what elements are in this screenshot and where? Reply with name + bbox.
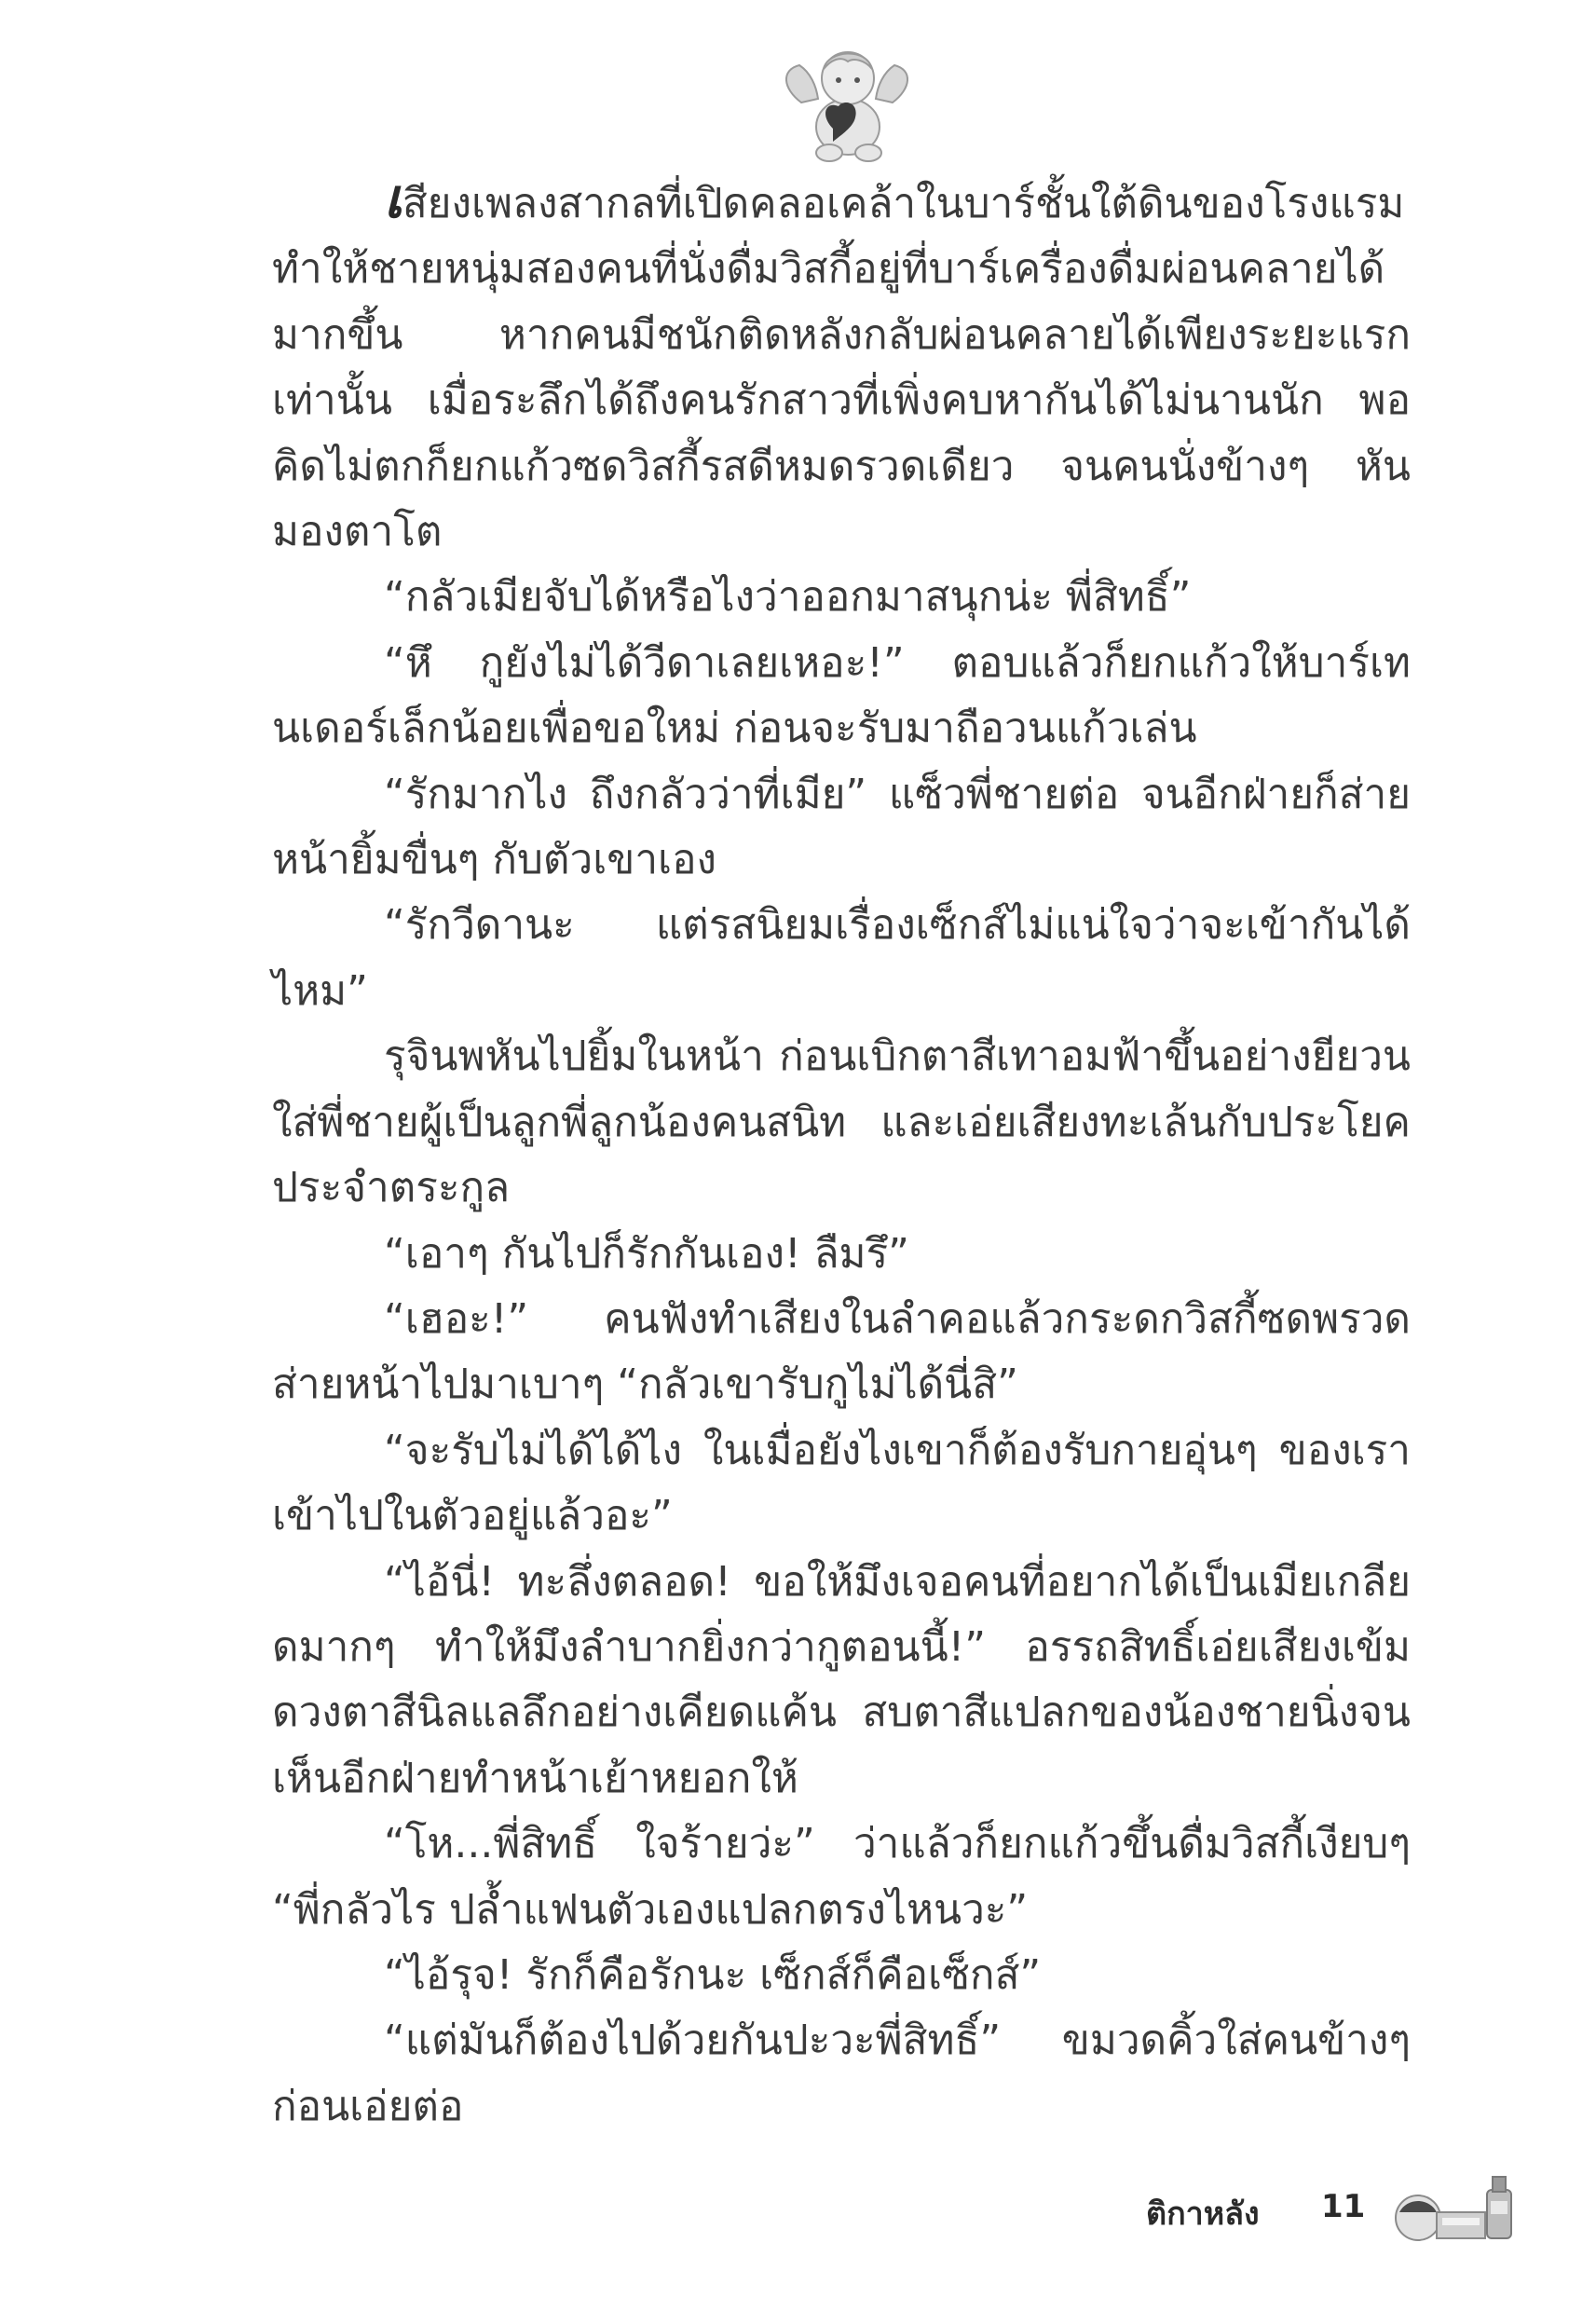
paragraph-1 xyxy=(272,166,1411,565)
paragraph-12: “ไอ้รุจ! รักก็คือรักนะ เซ็กส์ก็คือเซ็กส์” xyxy=(384,1950,1042,1999)
paragraph-13: “แต่มันก็ต้องไปด้วยกันปะวะพี่สิทธิ์” ขมวดคิ้วใส่คนข้างๆ ก่อนเอ่ยต่อ xyxy=(272,2017,1411,2130)
paragraph-7: “เอาๆ กันไปก็รักกันเอง! ลืมรึ” xyxy=(384,1229,909,1278)
book-title: ติกาหลัง xyxy=(1146,2195,1260,2233)
paragraph-11: “โห...พี่สิทธิ์ ใจร้ายว่ะ” ว่าแล้วก็ยกแก้วขึ้นดื่มวิสกี้เงียบๆ “พี่กลัวไร ปล้ำแฟนตัวเองแปลกตรงไหนวะ” xyxy=(272,1820,1411,1934)
paragraph-6: รุจินพหันไปยิ้มในหน้า ก่อนเบิกตาสีเทาอมฟ้าขึ้นอย่างยียวนใส่พี่ชายผู้เป็นลูกพี่ลูกน้องคนสนิท และเอ่ยเสียงทะเล้นกับประโยคประจำตระกูล xyxy=(272,1032,1411,1212)
cherub-heart-icon xyxy=(773,37,922,168)
paragraph-10: “ไอ้นี่! ทะลึ่งตลอด! ขอให้มึงเจอคนที่อยากได้เป็นเมียเกลียดมากๆ ทำให้มึงลำบากยิ่งกว่ากูตอนนี้!” อรรถสิทธิ์เอ่ยเสียงเข้ม ดวงตาสีนิลแลลึกอย่างเคียดแค้น สบตาสีแปลกของน้องชายนิ่งจนเห็นอีกฝ่ายทำหน้าเย้าหยอกให้ xyxy=(272,1557,1411,1802)
page-number: 11 xyxy=(1321,2188,1366,2225)
cosmetics-icon xyxy=(1386,2169,1526,2244)
paragraph-2: “กลัวเมียจับได้หรือไงว่าออกมาสนุกน่ะ พี่สิทธิ์” xyxy=(384,573,1192,622)
paragraph-4: “รักมากไง ถึงกลัวว่าที่เมีย” แซ็วพี่ชายต่อ จนอีกฝ่ายก็ส่ายหน้ายิ้มขื่นๆ กับตัวเขาเอง xyxy=(272,770,1411,884)
paragraph-8: “เฮอะ!” คนฟังทำเสียงในลำคอแล้วกระดกวิสกี้ซดพรวด ส่ายหน้าไปมาเบาๆ “กลัวเขารับกูไม่ได้นี่สิ” xyxy=(272,1294,1411,1409)
paragraph-5: “รักวีดานะ แต่รสนิยมเรื่องเซ็กส์ไม่แน่ใจว่าจะเข้ากันได้ไหม” xyxy=(272,901,1411,1015)
paragraph-3: “หึ กูยังไม่ได้วีดาเลยเหอะ!” ตอบแล้วก็ยกแก้วให้บาร์เทนเดอร์เล็กน้อยเพื่อขอใหม่ ก่อนจะรับมาถือวนแก้วเล่น xyxy=(272,638,1411,753)
drop-cap: เ xyxy=(384,167,402,230)
body-text xyxy=(272,166,1411,2140)
page-footer xyxy=(1146,2169,1556,2253)
paragraph-text: สียงเพลงสากลที่เปิดคลอเคล้าในบาร์ชั้นใต้ดินของโรงแรมทำให้ชายหนุ่มสองคนที่นั่งดื่มวิสกี้อยู่ที่บาร์เครื่องดื่มผ่อนคลายได้มากขึ้น หากคนมีชนักติดหลังกลับผ่อนคลายได้เพียงระยะแรกเท่านั้น เมื่อระลึกได้ถึงคนรักสาวที่เพิ่งคบหากันได้ไม่นานนัก พอคิดไม่ตกก็ยกแก้วซดวิสกี้รสดีหมดรวดเดียว จนคนนั่งข้างๆ หันมองตาโต xyxy=(272,180,1411,556)
paragraph-9: “จะรับไม่ได้ได้ไง ในเมื่อยังไงเขาก็ต้องรับกายอุ่นๆ ของเราเข้าไปในตัวอยู่แล้วอะ” xyxy=(272,1426,1411,1540)
